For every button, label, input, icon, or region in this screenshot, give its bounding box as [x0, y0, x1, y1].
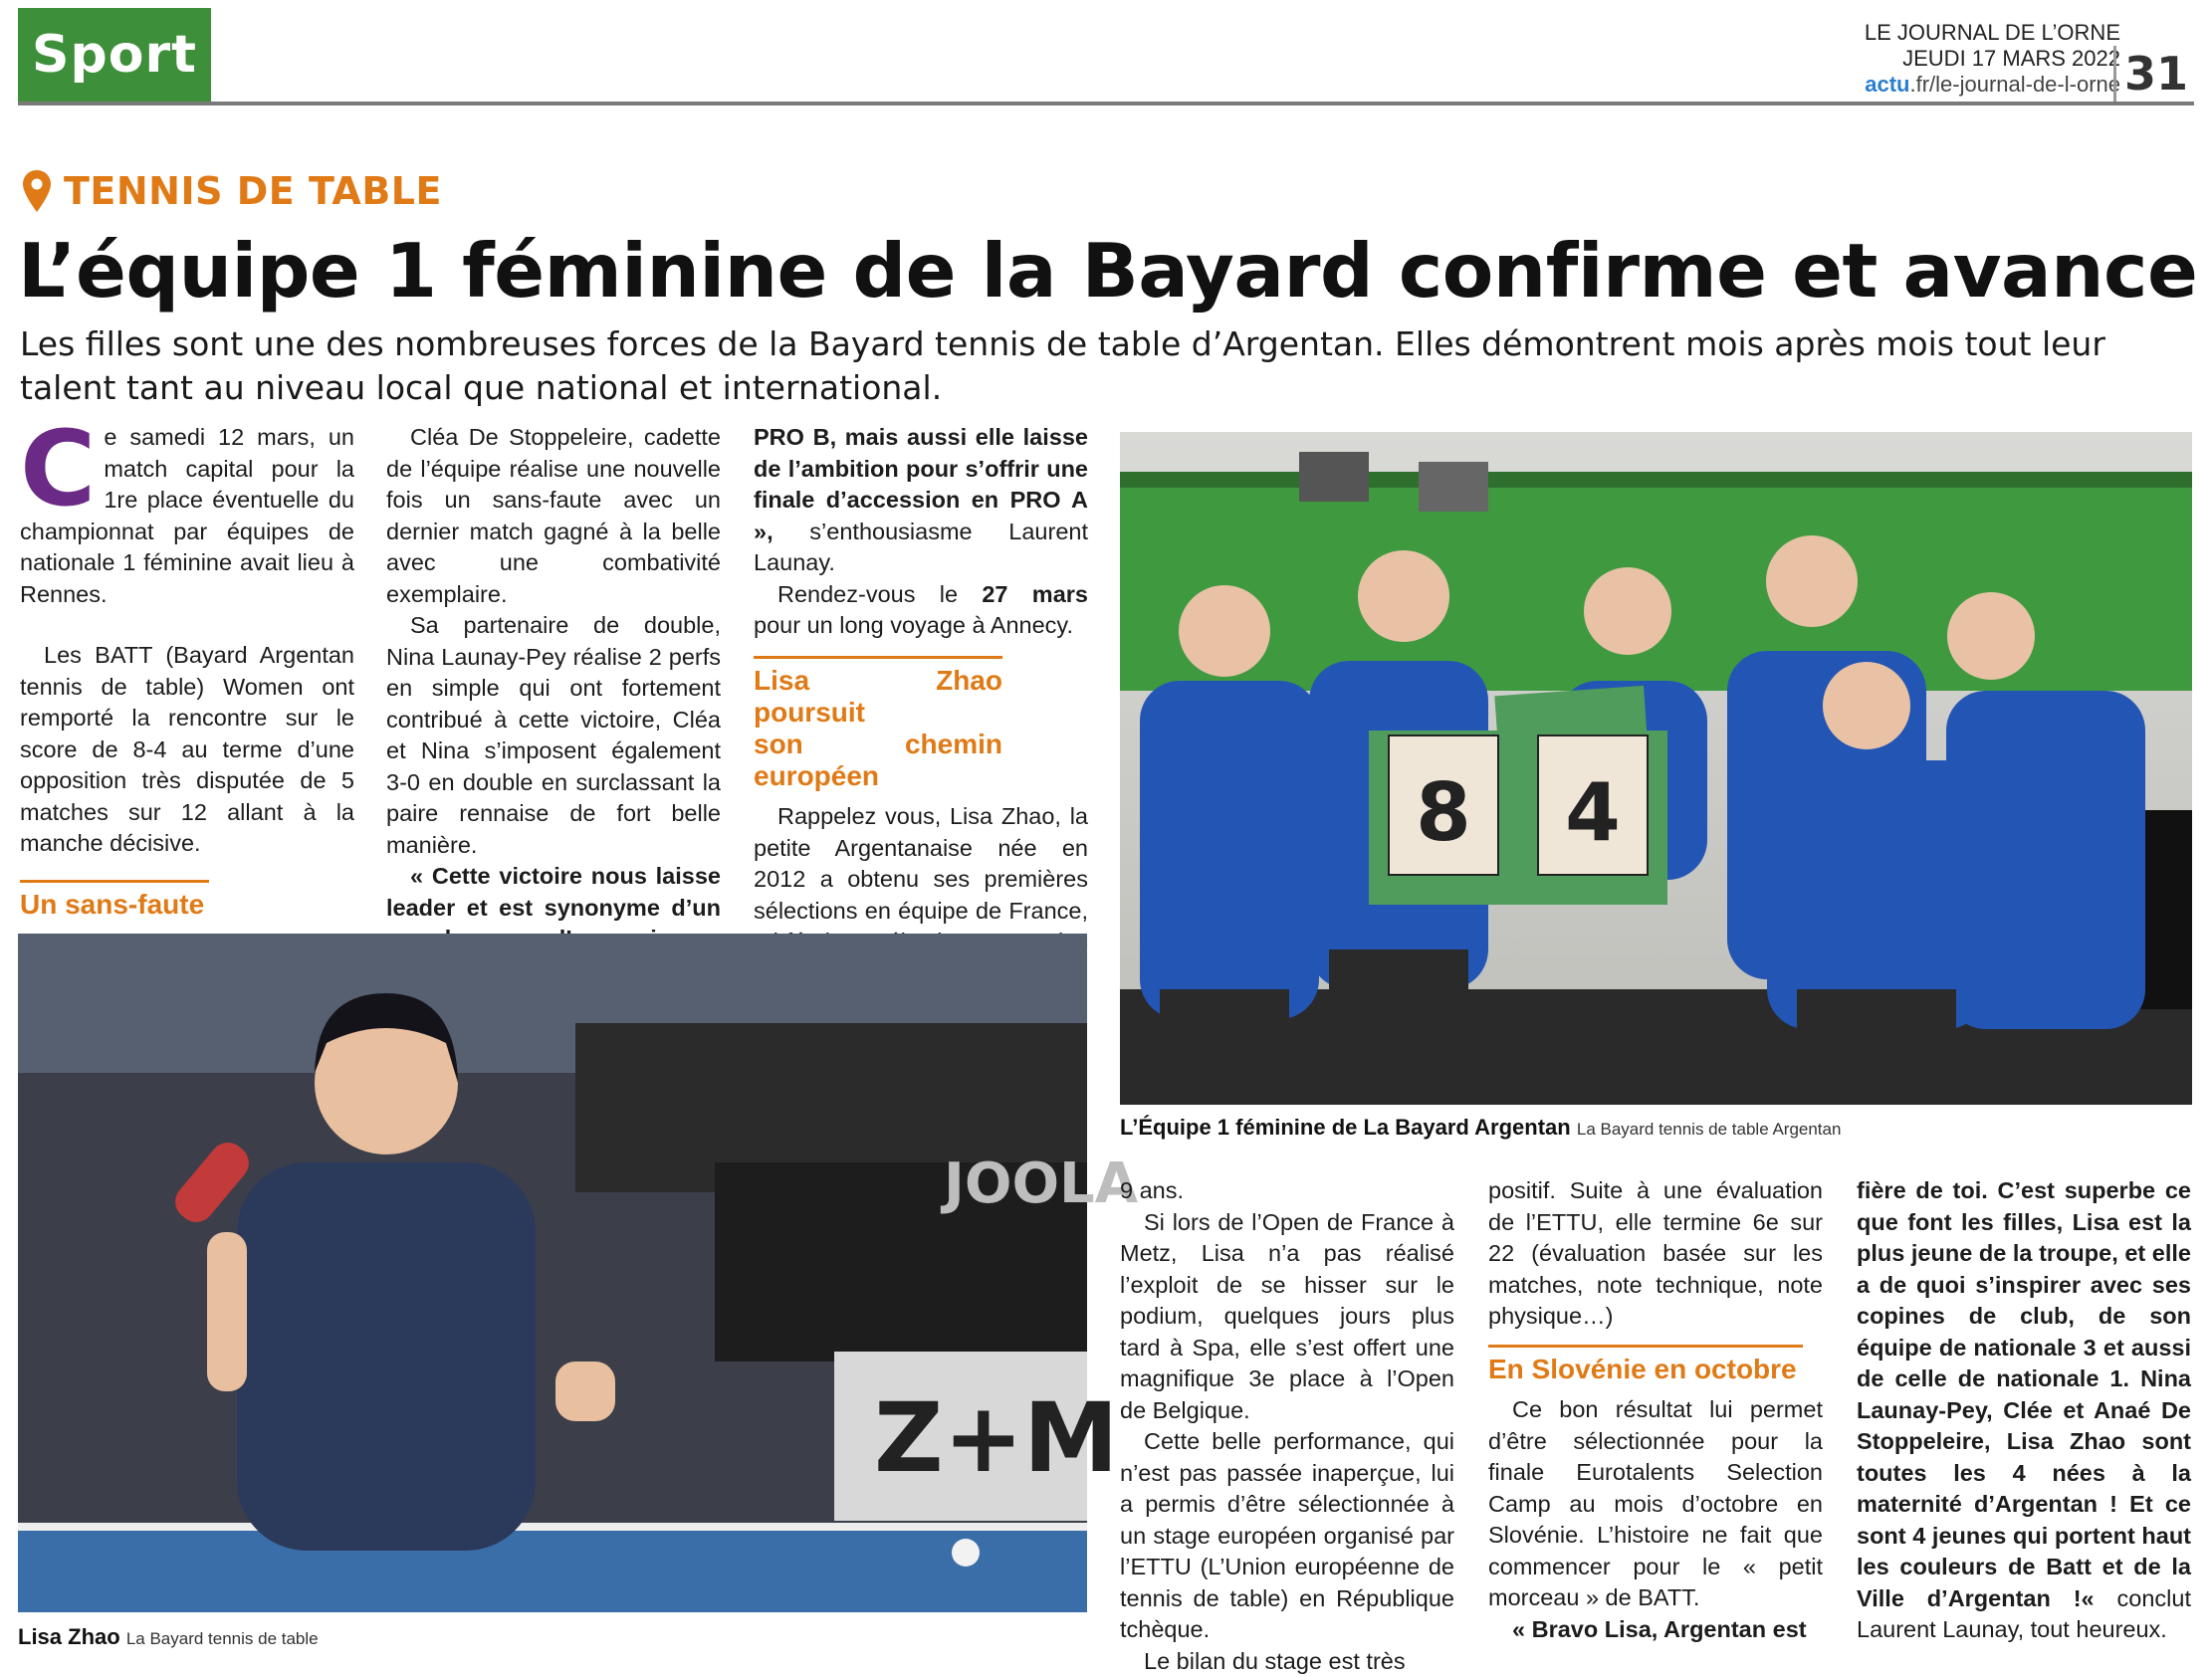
- column-1: [20, 422, 354, 922]
- paragraph: Cléa De Stoppeleire, cadette de l’équipe réalise une nouvelle fois un sans-faute avec un dernier match gagné à la belle avec une combativité exemplaire.: [386, 422, 721, 610]
- paragraph: Les BATT (Bayard Argentan tennis de table) Women ont remporté la rencontre sur le score de 8-4 au terme d’une opposition très disputée de 5 matches sur 12 allant à la manche décisive.: [20, 640, 354, 860]
- team-photo-image: [1120, 432, 2192, 1105]
- quote-continued: PRO B, mais aussi elle laisse de l’ambition pour s’offrir une finale d’accession en PRO A »,: [754, 424, 1088, 544]
- paragraph: [754, 579, 1088, 642]
- section-label: Sport: [18, 8, 211, 102]
- subhead-sans-faute: Un sans-faute: [20, 880, 209, 921]
- banner-joola: JOOLA: [940, 1152, 1139, 1216]
- publication-name: LE JOURNAL DE L’ORNE: [1865, 20, 2120, 46]
- caption-credit: La Bayard tennis de table: [126, 1629, 319, 1648]
- page-number: 31: [2113, 46, 2188, 102]
- publication-date: JEUDI 17 MARS 2022: [1865, 46, 2120, 72]
- caption-title: Lisa Zhao: [18, 1624, 120, 1649]
- caption-credit: La Bayard tennis de table Argentan: [1577, 1120, 1842, 1139]
- team-photo: [1120, 432, 2192, 1105]
- quote-paragraph: « Bravo Lisa, Argentan est: [1488, 1614, 1823, 1646]
- paragraph: [1857, 1175, 2191, 1646]
- paragraph: e samedi 12 mars, un match capital pour la 1re place éventuelle du championnat par équipes de nationale 1 féminine avait lieu à Rennes.: [20, 422, 354, 610]
- caption-title: L’Équipe 1 féminine de La Bayard Argentan: [1120, 1115, 1571, 1140]
- subhead-line: Lisa Zhao poursuit: [754, 665, 1002, 728]
- paragraph: Rappelez vous, Lisa Zhao, la petite Argentanaise née en 2012 a obtenu ses premières sélections en équipe de France,: [754, 801, 1088, 989]
- masthead: [1865, 20, 2120, 98]
- banner-zm: Z+M: [874, 1382, 1119, 1494]
- paragraph: Sa partenaire de double, Nina Launay-Pey réalise 2 perfs en simple qui ont fortement contribué à cette victoire, Cléa et Nina s’imposent également 3-0 en double en surclassant la paire rennaise de fort belle manière.: [386, 610, 721, 861]
- team-photo-caption: [1120, 1115, 1841, 1141]
- quote-paragraph: « Cette victoire nous laisse leader et est synonyme d’un: [386, 861, 721, 955]
- text-run: pour un long voyage à Annecy.: [754, 612, 1073, 638]
- paragraph: Le bilan du stage est très: [1120, 1646, 1454, 1677]
- column-3: [754, 422, 1088, 989]
- standfirst: Les filles sont une des nombreuses forces de la Bayard tennis de table d’Argentan. Elles démontrent mois après mois tout leur talent tant au niveau local que national et international.: [20, 322, 2190, 410]
- score-left: 8: [1416, 766, 1471, 859]
- publication-url[interactable]: [1865, 72, 2120, 98]
- paragraph: [754, 422, 1088, 579]
- lisa-zhao-photo: [18, 934, 1087, 1612]
- url-bold: actu: [1865, 72, 1909, 97]
- subhead-slovenie: En Slovénie en octobre: [1488, 1345, 1803, 1385]
- subhead-lisa-zhao: [754, 656, 1002, 792]
- column-4: [1120, 1175, 1454, 1677]
- paragraph: Ce bon résultat lui permet d’être sélectionnée pour la finale Eurotalents Selection Camp au mois d’octobre en Slovénie. L’histoire ne fait que commencer pour le « petit morceau » de BATT.: [1488, 1394, 1823, 1614]
- column-6: [1857, 1175, 2191, 1646]
- subhead-line: son chemin européen: [754, 729, 1002, 791]
- date-highlight: 27 mars: [982, 581, 1088, 607]
- dropcap: C: [20, 424, 96, 514]
- paragraph: 9 ans.: [1120, 1175, 1454, 1207]
- attribution: s’enthousiasme Laurent Launay.: [754, 519, 1088, 576]
- quote-continued: fière de toi. C’est superbe ce que font les filles, Lisa est la plus jeune de la troupe, et elle a de quoi s’inspirer avec ses copines de club, de son équipe de nationale 3 et aussi de celle de nationale 1. Nina Launay-Pey, Clée et Anaé De Stoppeleire, Lisa Zhao sont toutes les 4 nées à la maternité d’Argentan ! Et ce sont 4 jeunes qui portent haut les couleurs de Batt et de la Ville d’Argentan !«: [1857, 1177, 2191, 1611]
- lisa-photo-caption: [18, 1624, 319, 1650]
- column-5: [1488, 1175, 1823, 1645]
- headline: L’équipe 1 féminine de la Bayard confirme et avance: [18, 227, 2197, 314]
- paragraph: positif. Suite à une évaluation de l’ETTU, elle termine 6e sur 22 (évaluation basée sur les matches, note technique, note physique…): [1488, 1175, 1823, 1333]
- text-run: Rendez-vous le: [777, 581, 982, 607]
- score-right: 4: [1565, 766, 1621, 859]
- attribution: conclut Laurent Launay, tout heureux.: [1857, 1585, 2191, 1643]
- paragraph: Si lors de l’Open de France à Metz, Lisa n’a pas réalisé l’exploit de se hisser sur le podium, quelques jours plus tard à Spa, elle s’est offert une magnifique 3e place à l’Open de Belgique.: [1120, 1207, 1454, 1427]
- location-pin-icon: [22, 169, 52, 213]
- column-2: [386, 422, 721, 955]
- lisa-photo-image: [18, 934, 1087, 1612]
- url-rest: .fr/le-journal-de-l-orne: [1909, 72, 2120, 97]
- kicker-text: TENNIS DE TABLE: [64, 169, 442, 213]
- header-rule: [18, 102, 2194, 105]
- kicker: [22, 169, 442, 213]
- paragraph: Cette belle performance, qui n’est pas passée inaperçue, lui a permis d’être sélectionnée à un stage européen organisé par l’ETTU (L’Union européenne de tennis de table) en République tchèque.: [1120, 1426, 1454, 1646]
